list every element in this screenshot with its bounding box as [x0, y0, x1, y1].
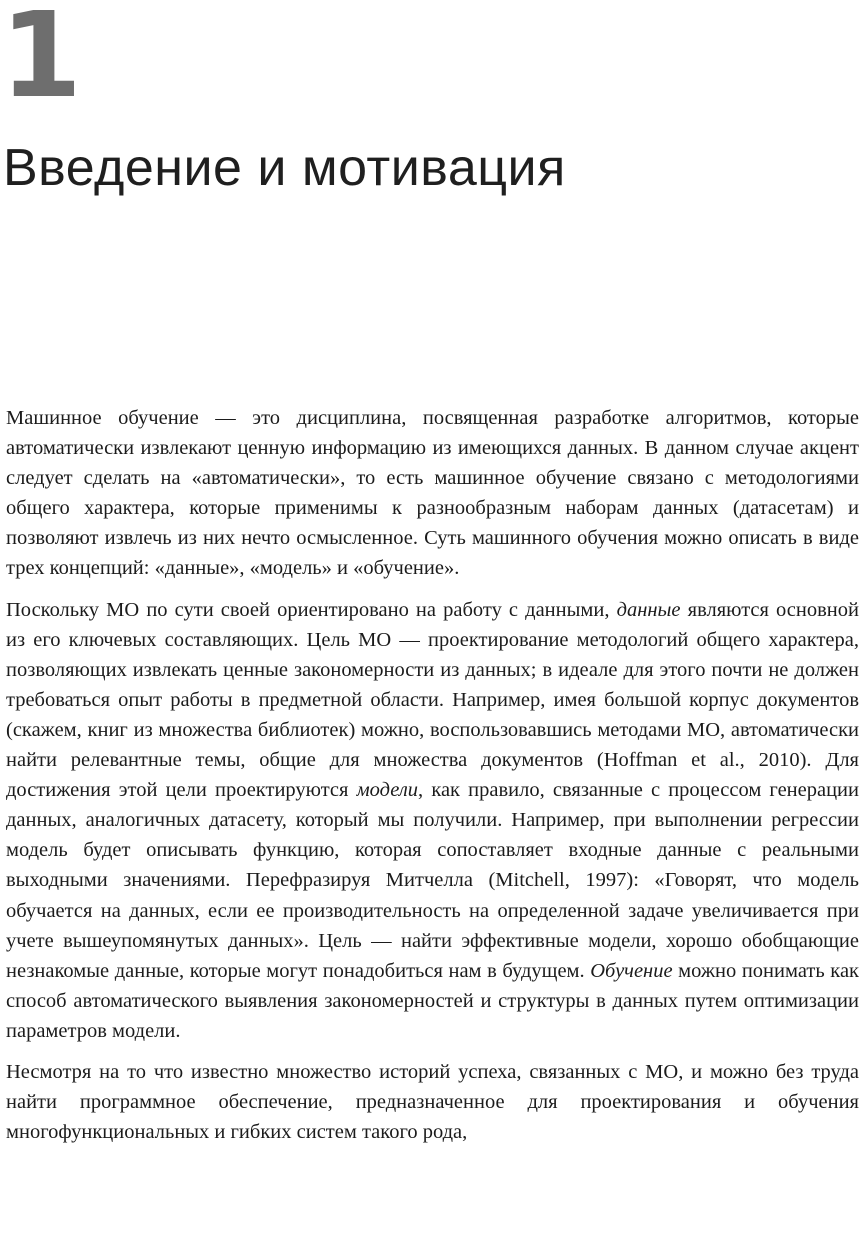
chapter-number: 1: [0, 0, 81, 124]
emphasis-data: данные: [616, 598, 681, 621]
paragraph-2: [6, 595, 859, 1046]
paragraph-2-text-1: Поскольку МО по сути своей ориентировано на работу с данными,: [6, 598, 617, 621]
emphasis-models: модели: [356, 779, 419, 802]
paragraph-2-text-2: являются основной из его ключевых составляющих. Цель МО — проектирование методологий общего характера, позволяющих извлекать ценные закономерности из данных; в идеале для этого почти не должен требоваться опыт работы в предметной области. Например, имея большой корпус документов (скажем, книг из множества библиотек) можно, воспользовавшись методами МО, автоматически найти релевантные темы, общие для множества документов (Hoffman et al., 2010). Для достижения этой цели проектируются: [6, 598, 859, 802]
paragraph-3: Несмотря на то что известно множество историй успеха, связанных с МО, и можно без труда найти программное обеспечение, предназначенное для проектирования и обучения многофункциональных и гибких систем такого рода,: [6, 1060, 859, 1144]
chapter-title: Введение и мотивация: [3, 139, 566, 197]
paragraph-2-text-3: , как правило, связанные с процессом генерации данных, аналогичных датасету, который мы получили. Например, при выполнении регрессии модель будет описывать функцию, которая сопоставляет входные данные с реальными выходными значениями. Перефразируя Митчелла (Mitchell, 1997): «Говорят, что модель обучается на данных, если ее производительность на определенной задаче увеличивается при учете вышеупомянутых данных». Цель — найти эффективные модели, хорошо обобщающие незнакомые данные, которые могут понадобиться нам в будущем.: [6, 779, 859, 982]
body-text: [6, 403, 859, 1158]
emphasis-learning: Обучение: [590, 959, 673, 982]
paragraph-1: Машинное обучение — это дисциплина, посвященная разработке алгоритмов, которые автоматически извлекают ценную информацию из имеющихся данных. В данном случае акцент следует сделать на «автоматически», то есть машинное обучение связано с методологиями общего характера, которые применимы к разнообразным наборам данных (датасетам) и позволяют извлечь из них нечто осмысленное. Суть машинного обучения можно описать в виде трех концепций: «данные», «модель» и «обучение».: [6, 407, 859, 580]
paragraph-2-text-4: можно понимать как способ автоматического выявления закономерностей и структуры в данных путем оптимизации параметров модели.: [6, 959, 859, 1042]
